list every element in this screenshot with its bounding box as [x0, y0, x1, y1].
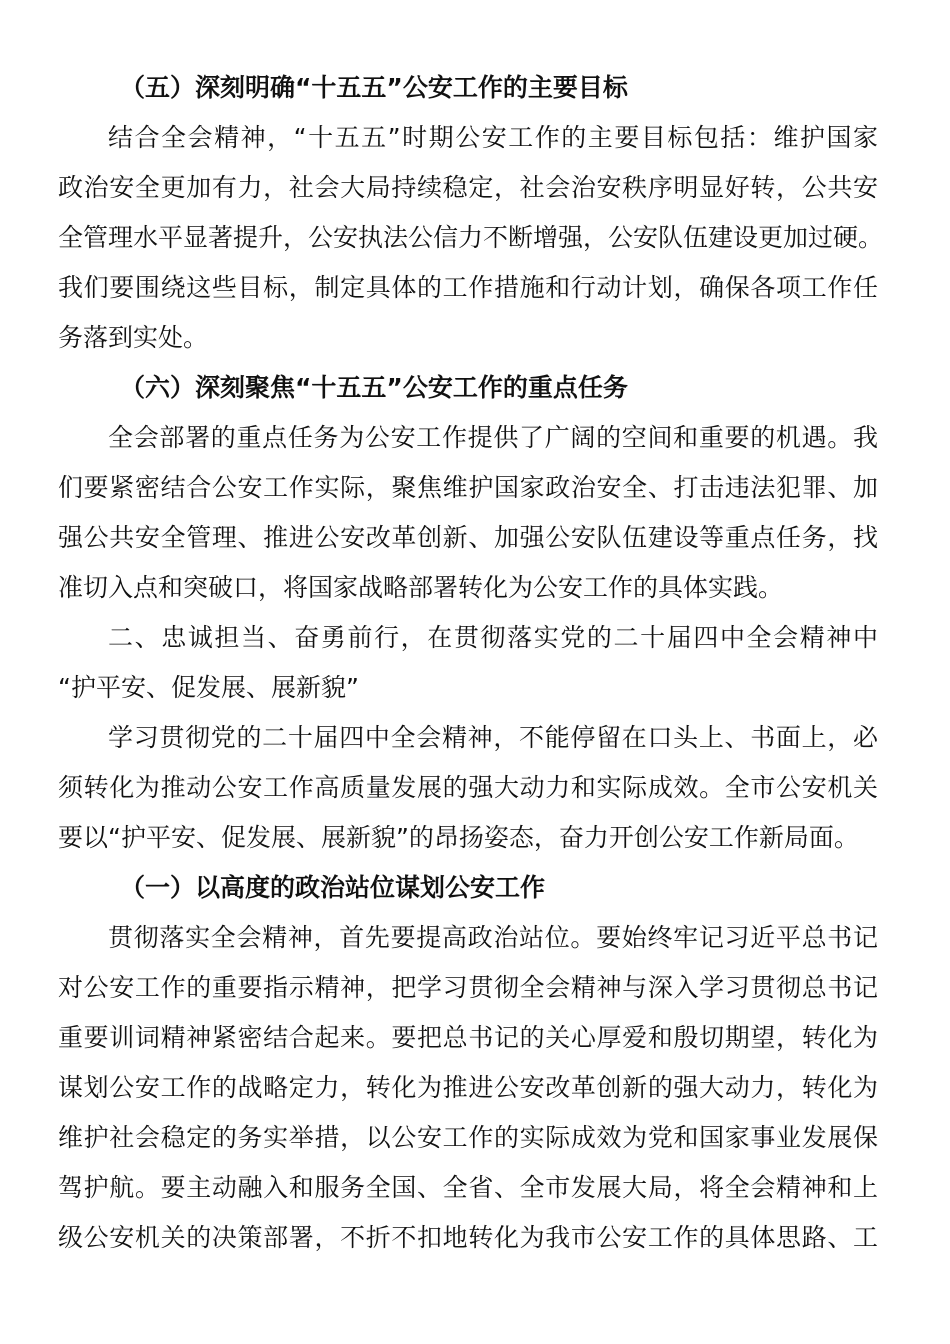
text-line: 准切入点和突破口，将国家战略部署转化为公安工作的具体实践。	[58, 573, 784, 602]
paragraph	[58, 413, 878, 613]
text-line: （一）以高度的政治站位谋划公安工作	[120, 873, 546, 902]
section-heading	[58, 63, 878, 113]
text-line: （五）深刻明确“十五五”公安工作的主要目标	[120, 73, 628, 102]
text-line: 要以“护平安、促发展、展新貌”的昂扬姿态，奋力开创公安工作新局面。	[58, 823, 859, 852]
text-line: 维护社会稳定的务实举措，以公安工作的实际成效为党和国家事业发展保	[58, 1123, 878, 1152]
text-line: 全会部署的重点任务为公安工作提供了广阔的空间和重要的机遇。我	[108, 423, 878, 452]
text-line: 政治安全更加有力，社会大局持续稳定，社会治安秩序明显好转，公共安	[58, 173, 878, 202]
paragraph	[58, 913, 878, 1263]
text-line: 驾护航。要主动融入和服务全国、全省、全市发展大局，将全会精神和上	[58, 1173, 878, 1202]
text-line: 结合全会精神，“十五五”时期公安工作的主要目标包括：维护国家	[108, 123, 878, 152]
text-line: 强公共安全管理、推进公安改革创新、加强公安队伍建设等重点任务，找	[58, 523, 878, 552]
text-line: 对公安工作的重要指示精神，把学习贯彻全会精神与深入学习贯彻总书记	[58, 973, 878, 1002]
text-line: 们要紧密结合公安工作实际，聚焦维护国家政治安全、打击违法犯罪、加	[58, 473, 878, 502]
text-line: 谋划公安工作的战略定力，转化为推进公安改革创新的强大动力，转化为	[58, 1073, 878, 1102]
text-line: 务落到实处。	[58, 323, 209, 352]
text-line: 级公安机关的决策部署，不折不扣地转化为我市公安工作的具体思路、工	[58, 1223, 878, 1252]
paragraph	[58, 113, 884, 363]
section-heading	[58, 863, 878, 913]
text-line: 全管理水平显著提升，公安执法公信力不断增强，公安队伍建设更加过硬。	[58, 223, 884, 252]
text-line: 二、忠诚担当、奋勇前行，在贯彻落实党的二十届四中全会精神中	[108, 623, 878, 652]
text-line: 重要训词精神紧密结合起来。要把总书记的关心厚爱和殷切期望，转化为	[58, 1023, 878, 1052]
text-line: 学习贯彻党的二十届四中全会精神，不能停留在口头上、书面上，必	[108, 723, 878, 752]
text-line: （六）深刻聚焦“十五五”公安工作的重点任务	[120, 373, 628, 402]
text-line: 我们要围绕这些目标，制定具体的工作措施和行动计划，确保各项工作任	[58, 273, 878, 302]
text-line: 贯彻落实全会精神，首先要提高政治站位。要始终牢记习近平总书记	[108, 923, 878, 952]
section-heading	[58, 363, 878, 413]
text-line: “护平安、促发展、展新貌”	[58, 673, 359, 702]
text-line: 须转化为推动公安工作高质量发展的强大动力和实际成效。全市公安机关	[58, 773, 878, 802]
document-page	[58, 63, 884, 1263]
paragraph	[58, 713, 878, 863]
chapter-heading	[58, 613, 878, 713]
